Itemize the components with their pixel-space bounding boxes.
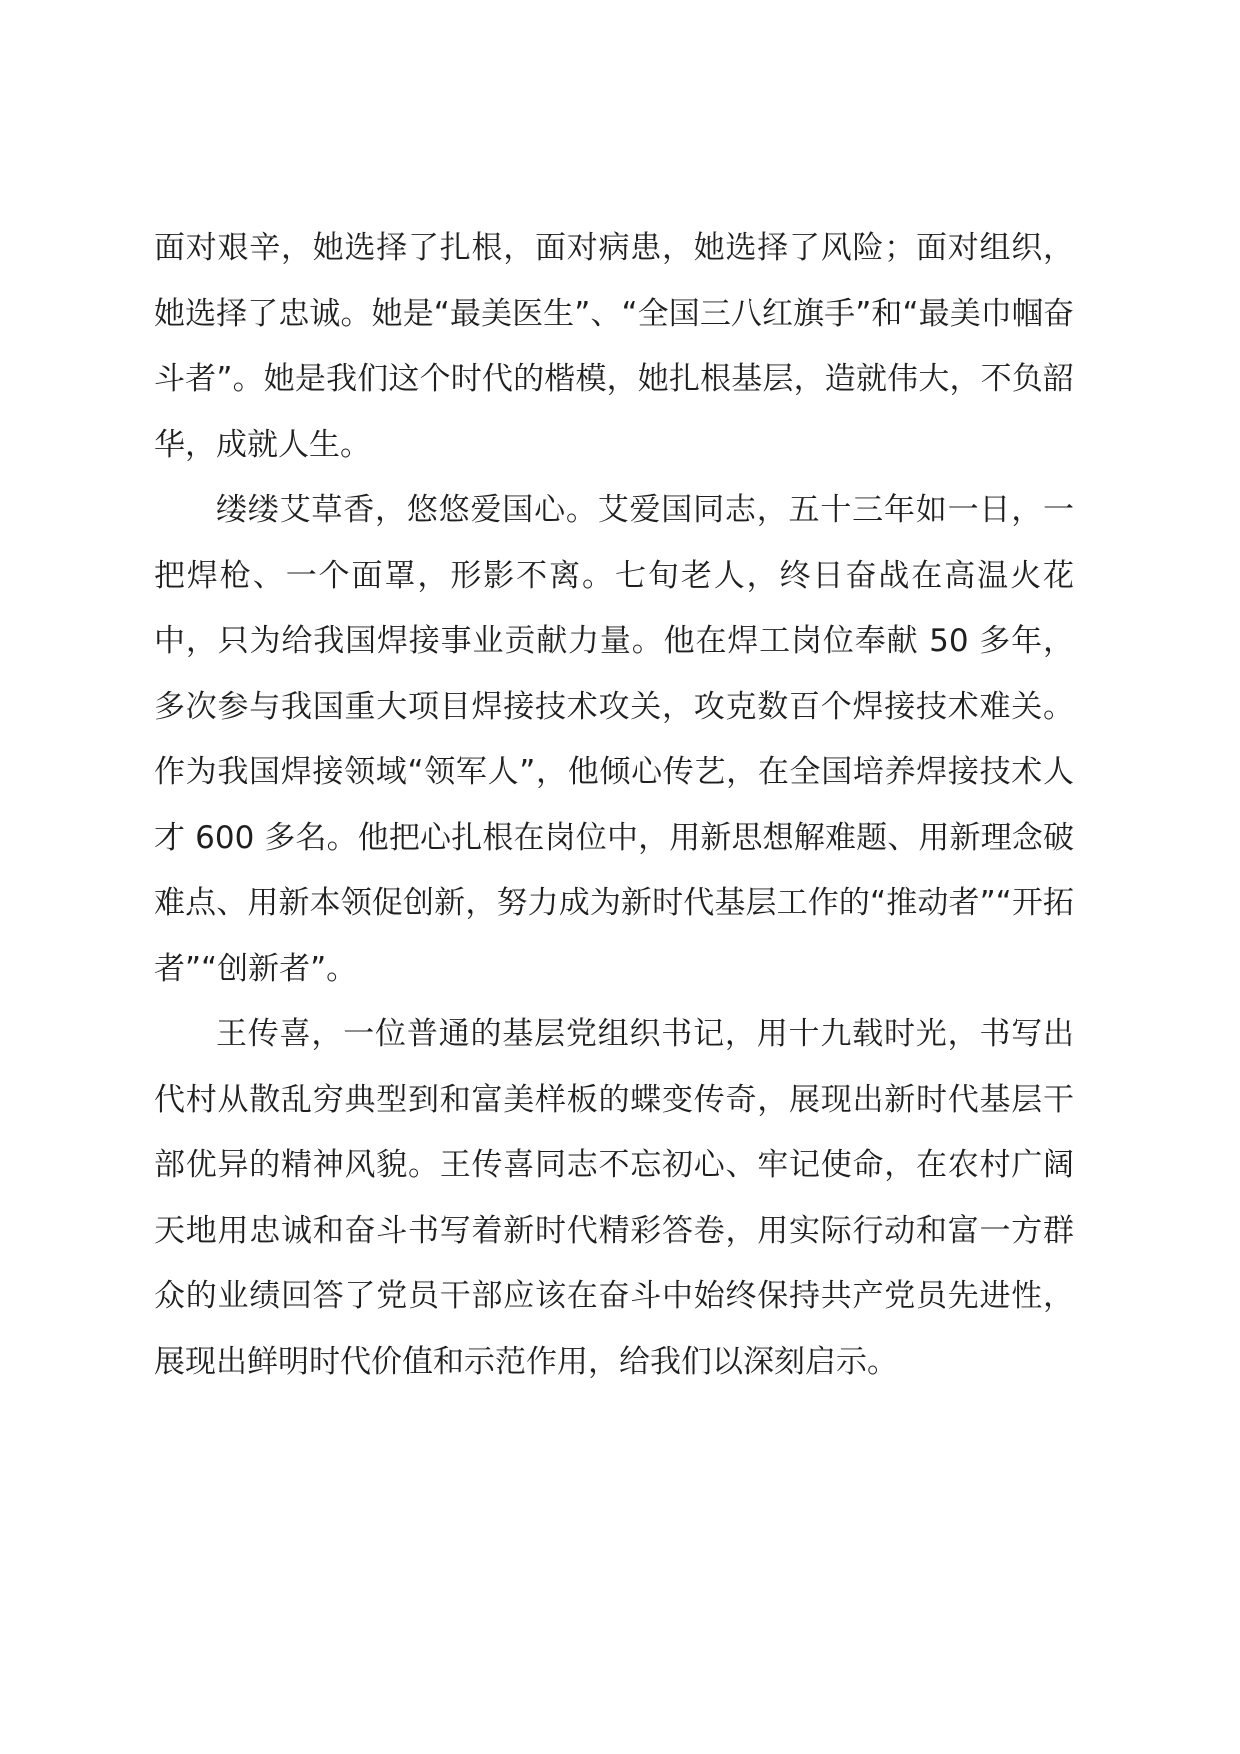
paragraph-ai-aiguo: 缕缕艾草香，悠悠爱国心。艾爱国同志，五十三年如一日，一把焊枪、一个面罩，形影不离。七旬老人，终日奋战在高温火花中，只为给我国焊接事业贡献力量。他在焊工岗位奉献 50 多年，多次参与我国重大项目焊接技术攻关，攻克数百个焊接技术难关。作为我国焊接领域“领军人”，他倾心传艺，在全国培养焊接技术人才 600 多名。他把心扎根在岗位中，用新思想解难题、用新理念破难点、用新本领促创新，努力成为新时代基层工作的“推动者”“开拓者”“创新者”。 <box>154 492 1074 987</box>
paragraph-continuation: 面对艰辛，她选择了扎根，面对病患，她选择了风险；面对组织，她选择了忠诚。她是“最美医生”、“全国三八红旗手”和“最美巾帼奋斗者”。她是我们这个时代的楷模，她扎根基层，造就伟大，不负韶华，成就人生。 <box>154 230 1074 463</box>
paragraph-wang-chuanxi: 王传喜，一位普通的基层党组织书记，用十九载时光，书写出代村从散乱穷典型到和富美样板的蝶变传奇，展现出新时代基层干部优异的精神风貌。王传喜同志不忘初心、牢记使命，在农村广阔天地用忠诚和奋斗书写着新时代精彩答卷，用实际行动和富一方群众的业绩回答了党员干部应该在奋斗中始终保持共产党员先进性，展现出鲜明时代价值和示范作用，给我们以深刻启示。 <box>154 1016 1074 1380</box>
document-body <box>154 216 1074 1395</box>
